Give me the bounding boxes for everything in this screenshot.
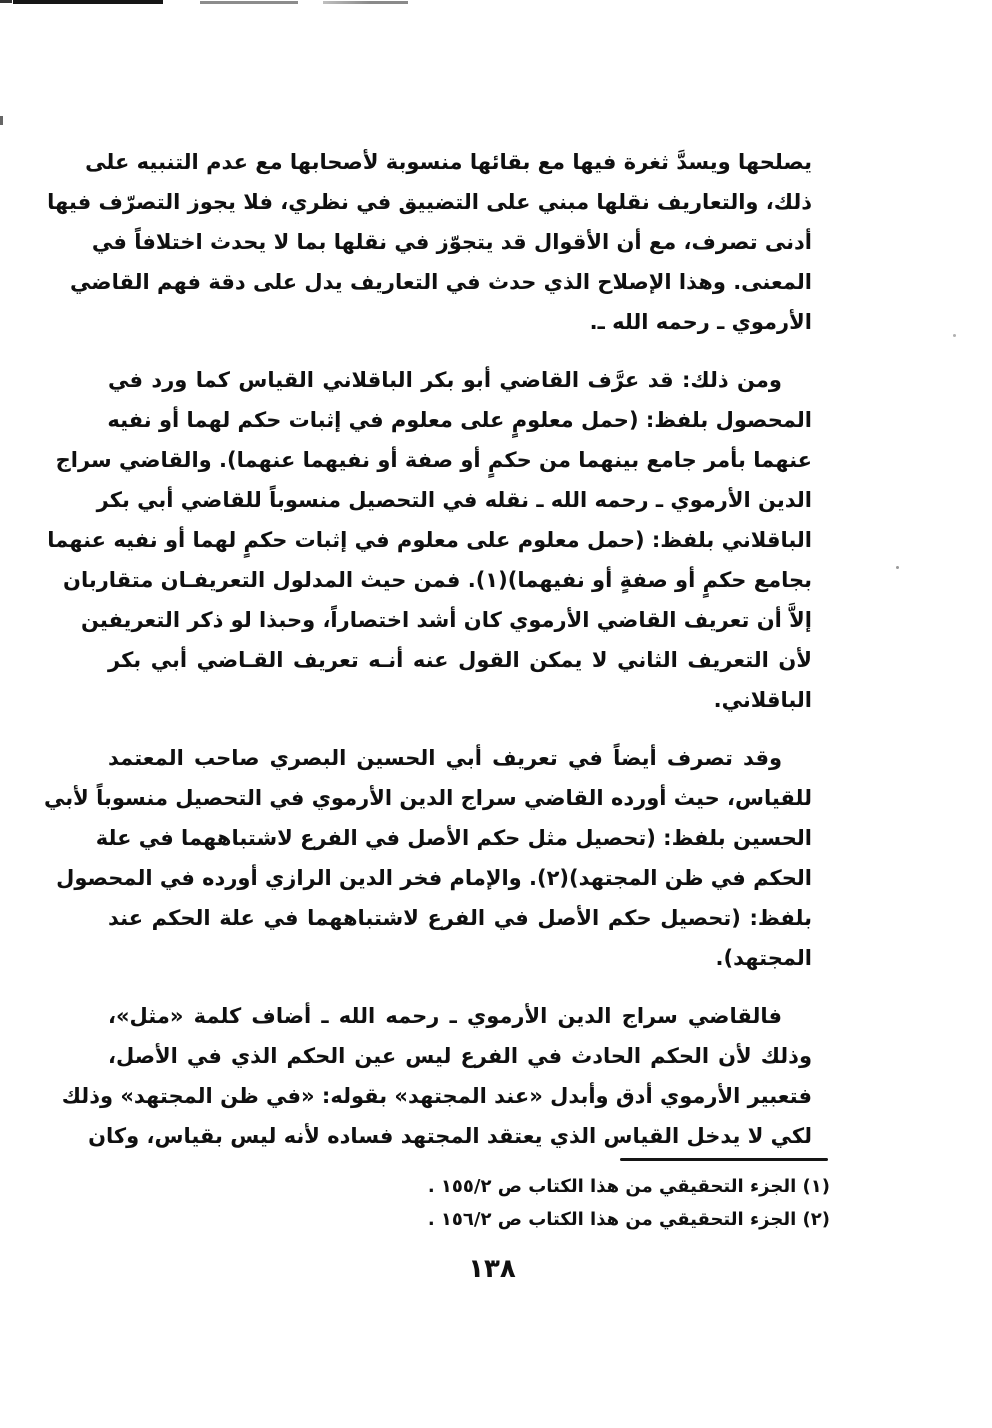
scan-artifact-top-dots	[0, 0, 12, 3]
footnote-1: (١) الجزء التحقيقي من هذا الكتاب ص ١٥٥/٢ .	[427, 1176, 830, 1197]
scan-artifact-left-tick	[0, 116, 3, 125]
text-line: بلفظ: (تحصيل حكم الأصل في الفرع لاشتباههما في علة الحكم عند	[108, 906, 812, 930]
text-line: الحسين بلفظ: (تحصيل مثل حكم الأصل في الفرع لاشتباههما في علة	[95, 826, 812, 850]
scan-artifact-top-black-bar	[13, 0, 163, 4]
text-line: وذلك لأن الحكم الحادث في الفرع ليس عين الحكم الذي في الأصل،	[108, 1044, 812, 1068]
text-line: الباقلاني.	[713, 688, 812, 712]
text-line: الحكم في ظن المجتهد)(٢). والإمام فخر الدين الرازي أورده في المحصول	[56, 866, 812, 890]
text-line: بجامع حكمٍ أو صفةٍ أو نفيهما)(١). فمن حيث المدلول التعريفـان متقاربان	[63, 568, 812, 592]
text-line: فتعبير الأرموي أدق وأبدل «عند المجتهد» بقوله: «في ظن المجتهد» وذلك	[61, 1084, 812, 1108]
text-line: المجتهد).	[715, 946, 812, 970]
text-line: وقد تصرف أيضاً في تعريف أبي الحسين البصري صاحب المعتمد	[108, 746, 782, 770]
text-line: ذلك، والتعاريف نقلها مبني على التضييق في نظري، فلا يجوز التصرّف فيها	[47, 190, 812, 214]
text-line: للقياس، حيث أورده القاضي سراج الدين الأرموي في التحصيل منسوباً لأبي	[44, 786, 812, 810]
text-line: يصلحها ويسدَّ ثغرة فيها مع بقائها منسوبة لأصحابها مع عدم التنبيه على	[85, 150, 812, 174]
scan-artifact-top-gray-bar-2	[323, 1, 408, 4]
page-body	[44, 142, 812, 1156]
footnote-2: (٢) الجزء التحقيقي من هذا الكتاب ص ١٥٦/٢ .	[427, 1209, 830, 1230]
text-line: ومن ذلك: قد عرَّف القاضي أبو بكر الباقلاني القياس كما ورد في	[108, 368, 782, 392]
text-line: إلاَّ أن تعريف القاضي الأرموي كان أشد اختصاراً، وحبذا لو ذكر التعريفين	[80, 608, 812, 632]
text-line: المعنى. وهذا الإصلاح الذي حدث في التعاريف يدل على دقة فهم القاضي	[70, 270, 812, 294]
paragraph-2	[47, 360, 812, 720]
scan-artifact-speck-2	[953, 334, 956, 337]
text-line: الباقلاني بلفظ: (حمل معلوم على معلوم في إثبات حكمٍ لهما أو نفيه عنهما	[47, 528, 812, 552]
text-line: الأرموي ـ رحمه الله ـ.	[589, 310, 812, 334]
paragraph-4	[61, 996, 812, 1156]
text-line: المحصول بلفظ: (حمل معلومٍ على معلوم في إثبات حكم لهما أو نفيه	[107, 408, 812, 432]
text-line: لأن التعريف الثاني لا يمكن القول عنه أنـه تعريف القـاضي أبي بكر	[108, 648, 812, 672]
text-line: الدين الأرموي ـ رحمه الله ـ نقله في التحصيل منسوباً للقاضي أبي بكر	[96, 488, 812, 512]
scan-artifact-speck-1	[896, 566, 899, 569]
paragraph-1	[47, 142, 812, 342]
text-line: فالقاضي سراج الدين الأرموي ـ رحمه الله ـ أضاف كلمة «مثل»،	[108, 1004, 782, 1028]
text-line: لكي لا يدخل القياس الذي يعتقد المجتهد فساده لأنه ليس بقياس، وكان	[88, 1124, 812, 1148]
paragraph-3	[44, 738, 812, 978]
text-line: عنهما بأمر جامع بينهما من حكمٍ أو صفة أو نفيهما عنهما). والقاضي سراج	[55, 448, 812, 472]
footnote-separator-rule	[620, 1158, 828, 1161]
page-number: ١٣٨	[468, 1254, 516, 1284]
scan-artifact-top-gray-bar-1	[200, 1, 298, 4]
footnotes	[108, 1170, 830, 1236]
text-line: أدنى تصرف، مع أن الأقوال قد يتجوّز في نقلها بما لا يحدث اختلافاً في	[91, 230, 812, 254]
